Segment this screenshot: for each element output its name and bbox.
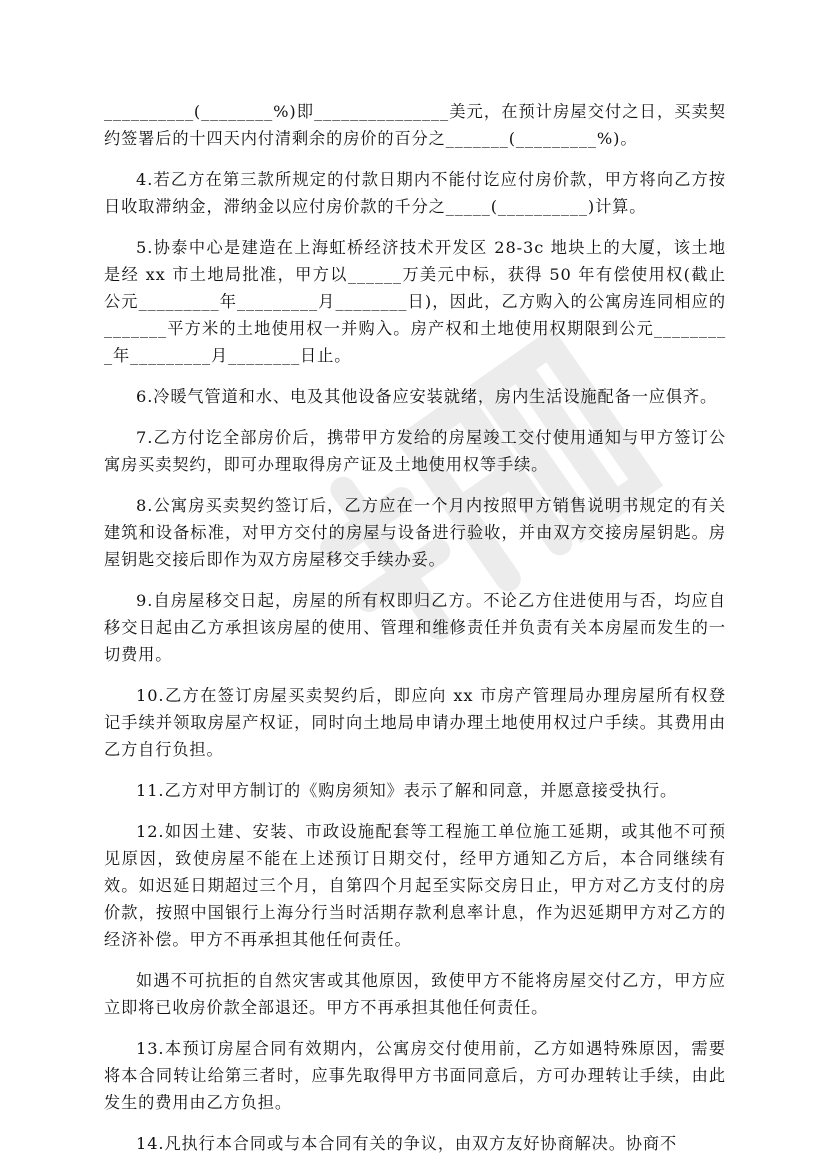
paragraph-force-majeure: 如遇不可抗拒的自然灾害或其他原因，致使甲方不能将房屋交付乙方，甲方应立即将已收房价款全部退还。甲方不再承担其他任何责任。: [104, 971, 726, 1017]
paragraph-clause-14: 14.凡执行本合同或与本合同有关的争议，由双方友好协商解决。协商不: [136, 1134, 678, 1153]
paragraph-payment-balance: __________(________%)即_______________美元，在预计房屋交付之日，买卖契约签署后的十四天内付清剩余的房价的百分之_______(_________%)。: [104, 102, 726, 148]
paragraph-clause-8: 8.公寓房买卖契约签订后，乙方应在一个月内按照甲方销售说明书规定的有关建筑和设备标准，对甲方交付的房屋与设备进行验收，并由双方交接房屋钥匙。房屋钥匙交接后即作为双方房屋移交手续办妥。: [104, 496, 726, 569]
paragraph-clause-7: 7.乙方付讫全部房价后，携带甲方发给的房屋竣工交付使用通知与甲方签订公寓房买卖契约，即可办理取得房产证及土地使用权等手续。: [104, 428, 726, 474]
paragraph-clause-9: 9.自房屋移交日起，房屋的所有权即归乙方。不论乙方住进使用与否，均应自移交日起由乙方承担该房屋的使用、管理和维修责任并负责有关本房屋而发生的一切费用。: [104, 591, 726, 664]
paragraph-clause-4: 4.若乙方在第三款所规定的付款日期内不能付讫应付房价款，甲方将向乙方按日收取滞纳金，滞纳金以应付房价款的千分之_____(__________)计算。: [104, 170, 726, 216]
paragraph-clause-10: 10.乙方在签订房屋买卖契约后，即应向 xx 市房产管理局办理房屋所有权登记手续并领取房屋产权证，同时向土地局申请办理土地使用权过户手续。其费用由乙方自行负担。: [104, 686, 726, 759]
paragraph-clause-6: 6.冷暖气管道和水、电及其他设备应安装就绪，房内生活设施配备一应俱齐。: [136, 387, 718, 406]
paragraph-clause-13: 13.本预订房屋合同有效期内，公寓房交付使用前，乙方如遇特殊原因，需要将本合同转让给第三者时，应事先取得甲方书面同意后，方可办理转让手续，由此发生的费用由乙方负担。: [104, 1039, 726, 1112]
document-body: [104, 98, 726, 1171]
paragraph-clause-12: 12.如因土建、安装、市政设施配套等工程施工单位施工延期，或其他不可预见原因，致使房屋不能在上述预订日期交付，经甲方通知乙方后，本合同继续有效。如迟延日期超过三个月，自第四个月起至实际交房日止，甲方对乙方支付的房价款，按照中国银行上海分行当时活期存款利息率计息，作为迟延期甲方对乙方的经济补偿。甲方不再承担其他任何责任。: [104, 822, 726, 949]
paragraph-clause-11: 11.乙方对甲方制订的《购房须知》表示了解和同意，并愿意接受执行。: [136, 781, 678, 800]
paragraph-clause-5: 5.协泰中心是建造在上海虹桥经济技术开发区 28-3c 地块上的大厦，该土地是经 xx 市土地局批准，甲方以______万美元中标，获得 50 年有偿使用权(截止公元_________年_________月________日)，因此，乙方购入的公寓房连同相应的_______平方米的土地使用权一并购入。房产权和土地使用权期限到公元_________年_________月________日止。: [104, 238, 726, 365]
